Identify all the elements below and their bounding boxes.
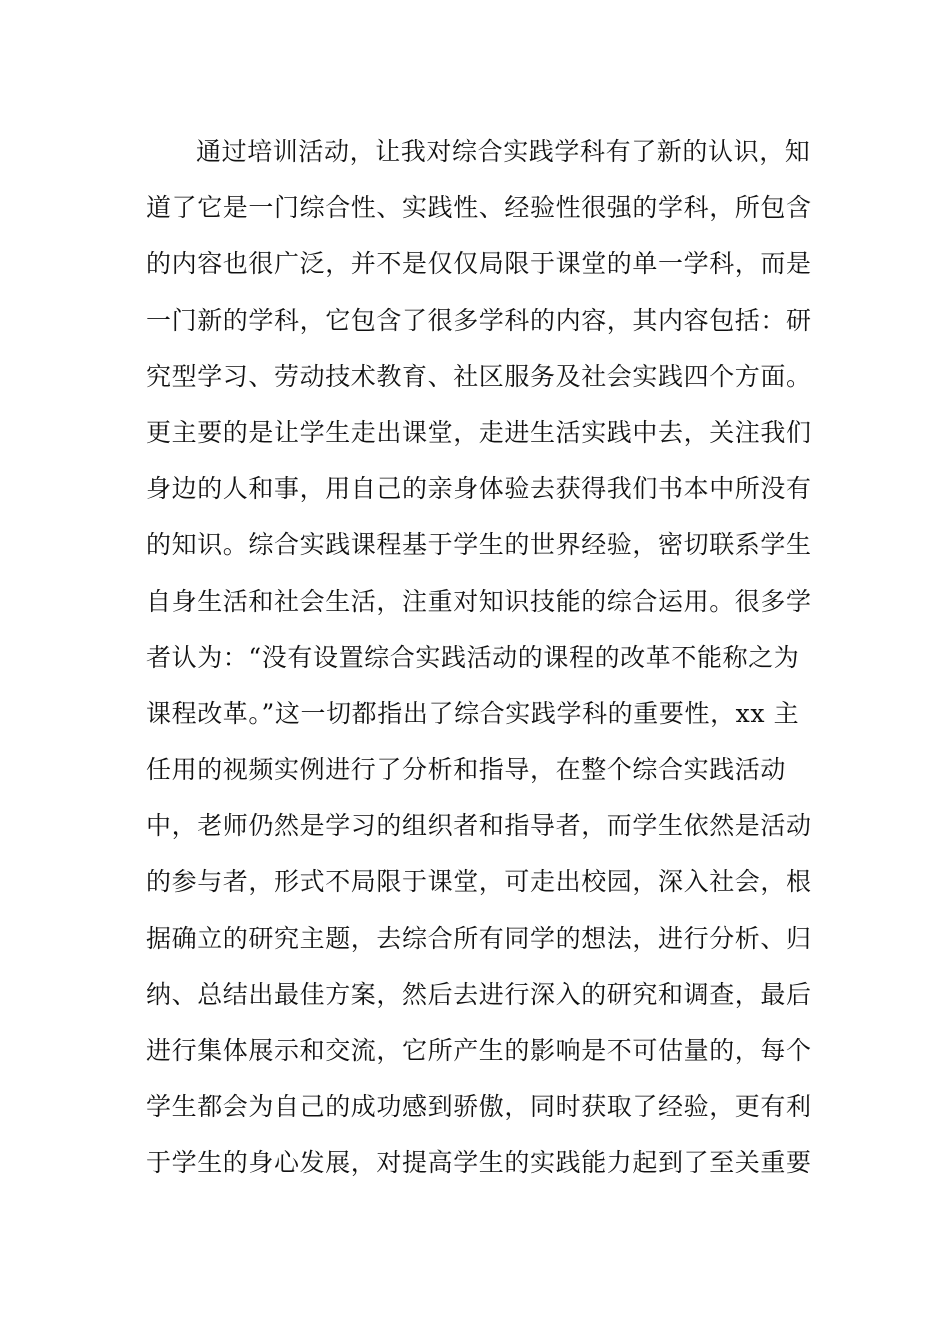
text-line: 究型学习、劳动技术教育、社区服务及社会实践四个方面。 <box>146 361 812 391</box>
text-line: 一门新的学科，它包含了很多学科的内容，其内容包括：研 <box>146 305 812 335</box>
text-line: 中，老师仍然是学习的组织者和指导者，而学生依然是活动 <box>146 811 812 841</box>
text-line: 学生都会为自己的成功感到骄傲，同时获取了经验，更有利 <box>146 1092 812 1122</box>
text-line: 的参与者，形式不局限于课堂，可走出校园，深入社会，根 <box>146 867 812 897</box>
text-line: 任用的视频实例进行了分析和指导，在整个综合实践活动 <box>146 755 787 785</box>
text-line: 道了它是一门综合性、实践性、经验性很强的学科，所包含 <box>146 193 812 223</box>
text-line: 的内容也很广泛，并不是仅仅局限于课堂的单一学科，而是 <box>146 249 812 279</box>
text-line: 于学生的身心发展，对提高学生的实践能力起到了至关重要 <box>146 1148 812 1178</box>
text-line: 者认为：“没有设置综合实践活动的课程的改革不能称之为 <box>146 642 800 672</box>
text-line: 进行集体展示和交流，它所产生的影响是不可估量的，每个 <box>146 1036 812 1065</box>
text-line: 课程改革。”这一切都指出了综合实践学科的重要性，xx 主 <box>146 698 800 728</box>
text-line: 身边的人和事，用自己的亲身体验去获得我们书本中所没有 <box>146 474 812 504</box>
text-line: 纳、总结出最佳方案，然后去进行深入的研究和调查，最后 <box>146 979 812 1009</box>
text-line: 更主要的是让学生走出课堂，走进生活实践中去，关注我们 <box>146 417 812 447</box>
text-line: 通过培训活动，让我对综合实践学科有了新的认识，知 <box>196 137 811 166</box>
text-line: 据确立的研究主题，去综合所有同学的想法，进行分析、归 <box>146 923 812 953</box>
text-line: 的知识。综合实践课程基于学生的世界经验，密切联系学生 <box>146 530 812 560</box>
body-paragraph <box>146 124 836 1192</box>
text-line: 自身生活和社会生活，注重对知识技能的综合运用。很多学 <box>146 586 812 616</box>
